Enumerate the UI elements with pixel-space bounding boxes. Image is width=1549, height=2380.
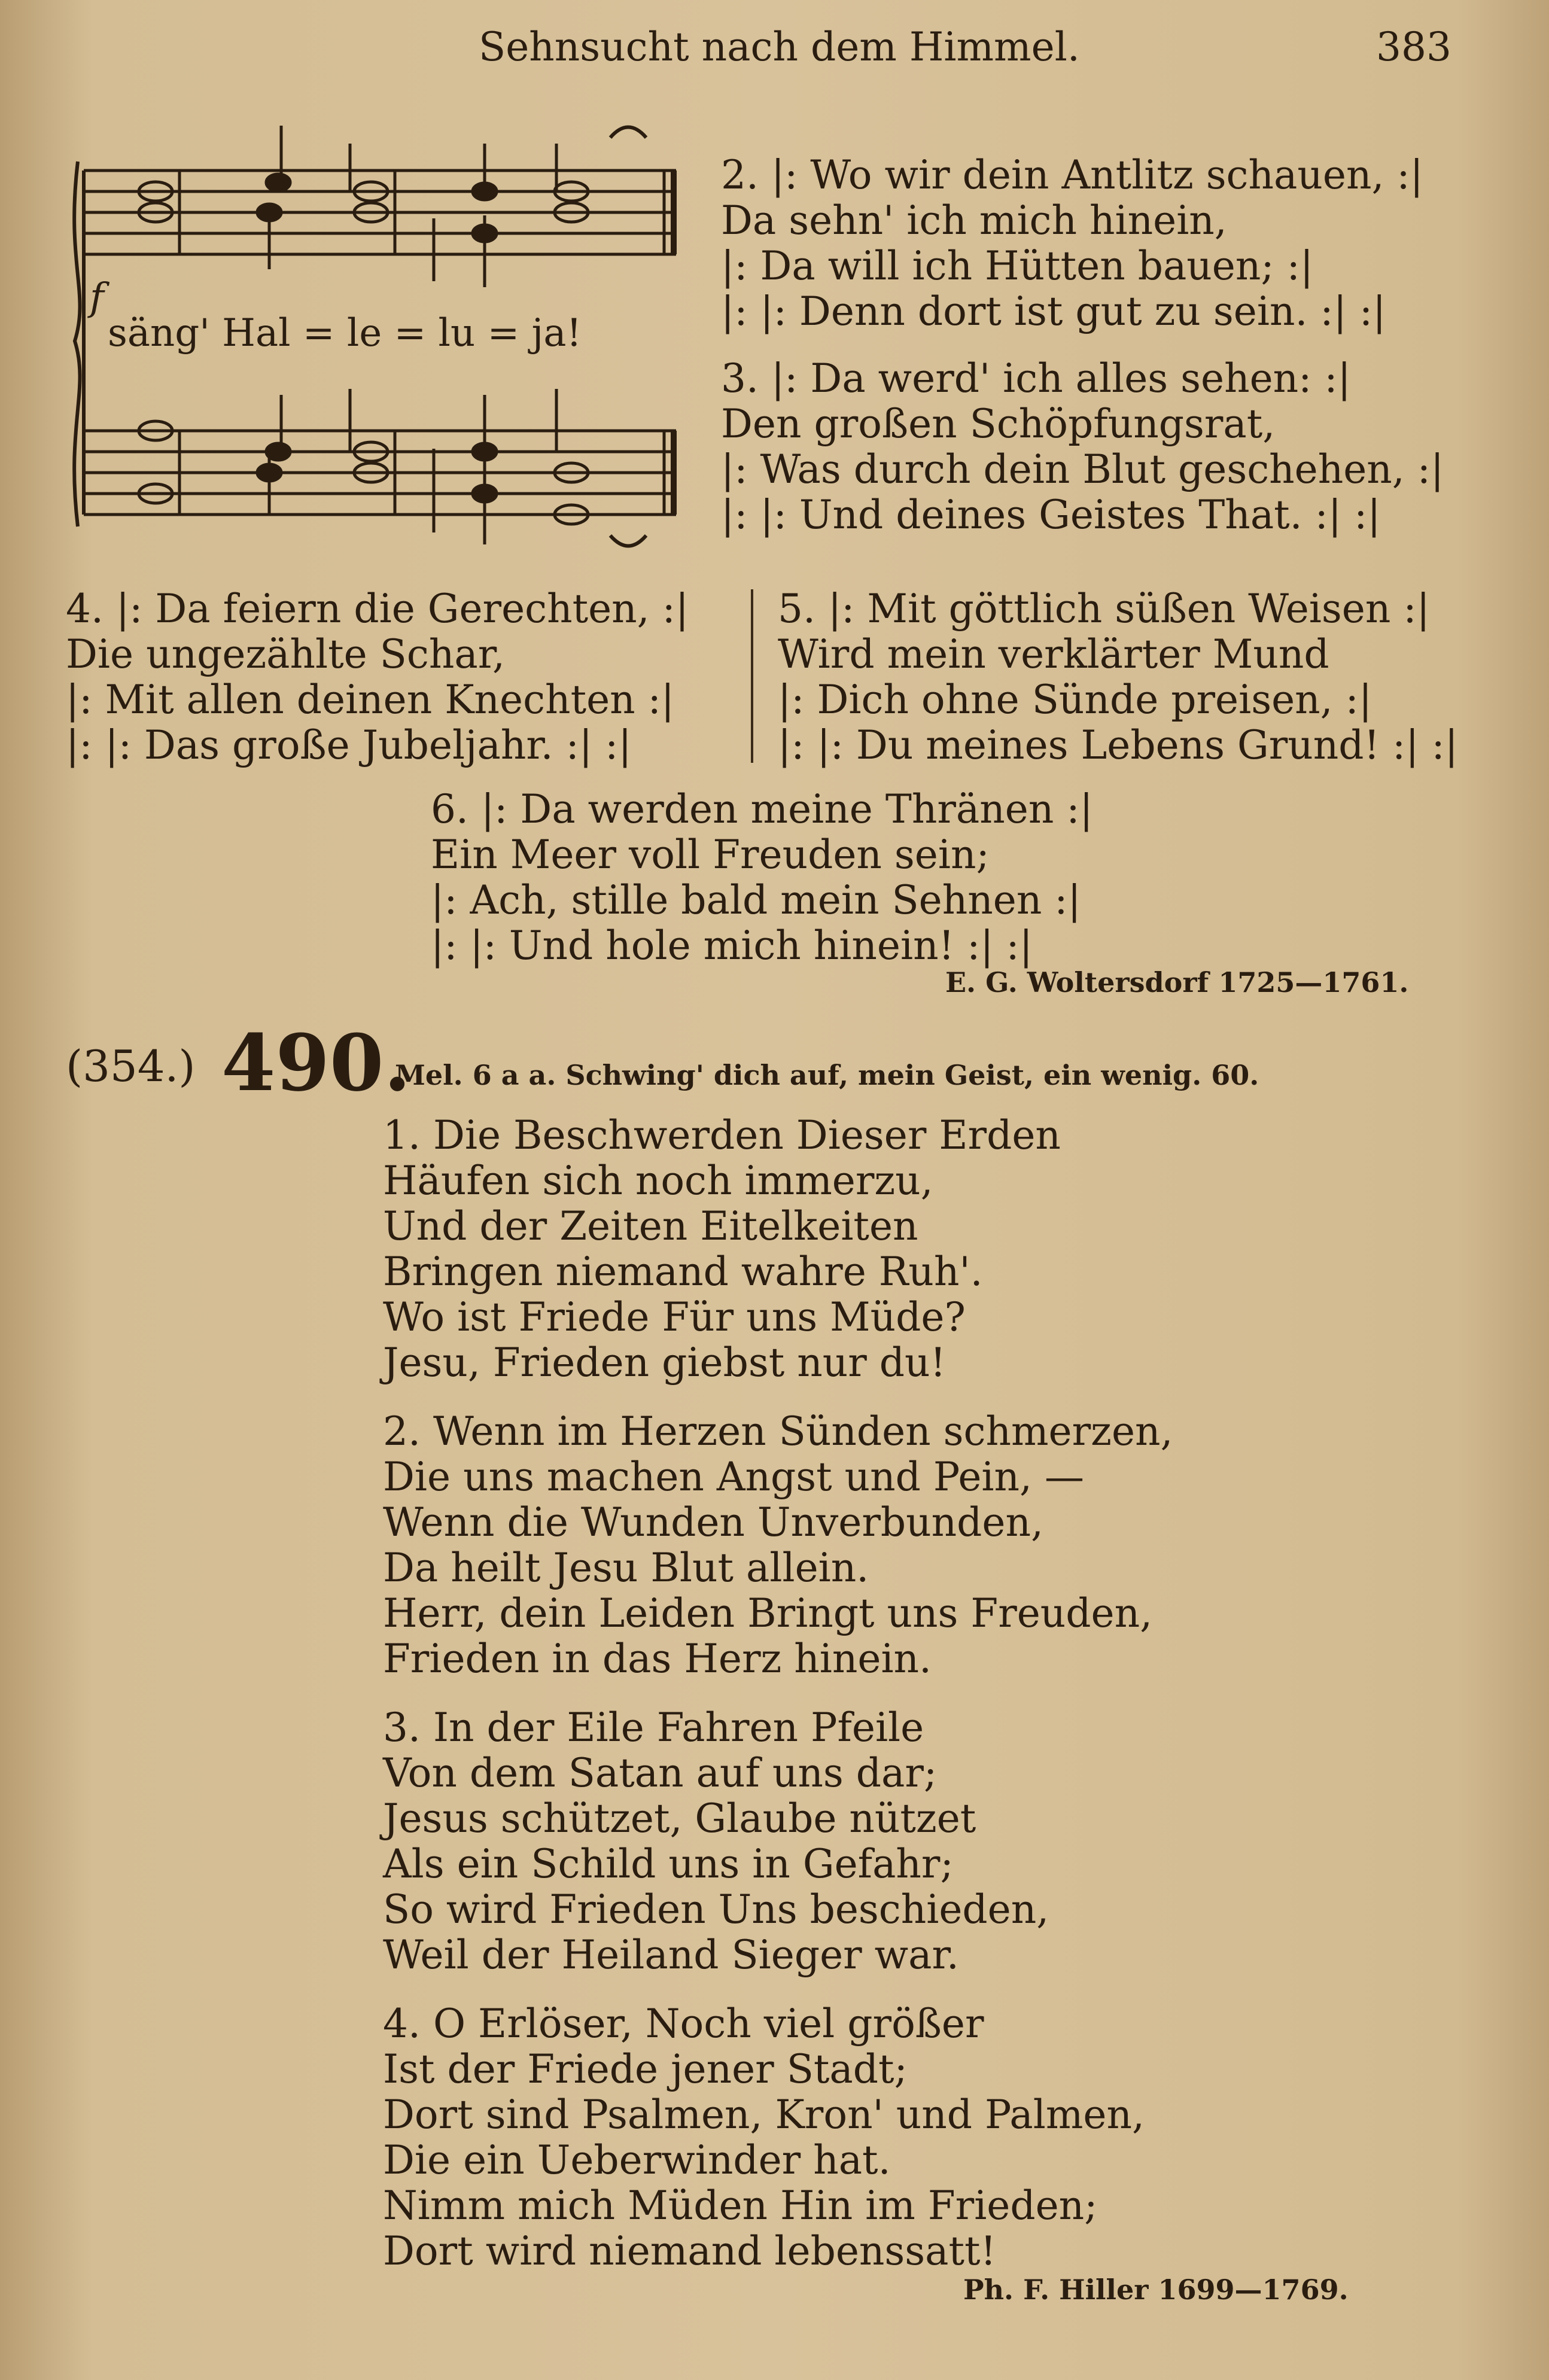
verse-line: Dort wird niemand lebenssatt! <box>383 2228 997 2274</box>
verse-6 <box>431 787 1093 969</box>
page-number: 383 <box>1376 24 1451 70</box>
page-header-title: Sehnsucht nach dem Himmel. <box>479 24 1080 70</box>
hymn-verse-2 <box>383 1409 1173 1682</box>
verse-line: 4. |: Da feiern die Gerechten, :| <box>66 586 689 632</box>
verse-line: Von dem Satan auf uns dar; <box>383 1750 938 1796</box>
verse-line: |: Ach, stille bald mein Sehnen :| <box>431 877 1081 923</box>
verse-line: Da sehn' ich mich hinein, <box>721 197 1227 244</box>
verse-line: 6. |: Da werden meine Thränen :| <box>431 786 1093 832</box>
verse-line: |: Da will ich Hütten bauen; :| <box>721 243 1314 289</box>
author-signature: E. G. Woltersdorf 1725—1761. <box>945 966 1409 999</box>
verse-4 <box>66 586 689 768</box>
verse-line: Wo ist Friede Für uns Müde? <box>383 1294 966 1340</box>
verse-line: Wenn die Wunden Unverbunden, <box>383 1499 1043 1545</box>
verse-line: Da heilt Jesu Blut allein. <box>383 1545 869 1591</box>
verse-line: Als ein Schild uns in Gefahr; <box>383 1841 954 1887</box>
hymn-number: 490. <box>221 1017 411 1109</box>
column-divider <box>751 589 753 763</box>
hymn-signature: Ph. F. Hiller 1699—1769. <box>963 2274 1349 2306</box>
dynamic-marking: f <box>90 275 104 319</box>
verse-line: So wird Frieden Uns beschieden, <box>383 1886 1049 1932</box>
verse-5 <box>778 586 1458 768</box>
verse-line: 3. |: Da werd' ich alles sehen: :| <box>721 355 1351 401</box>
verse-line: Jesus schützet, Glaube nützet <box>383 1795 976 1842</box>
verse-line: Weil der Heiland Sieger war. <box>383 1932 959 1978</box>
verse-line: |: Was durch dein Blut geschehen, :| <box>721 446 1444 492</box>
verse-line: 2. Wenn im Herzen Sünden schmerzen, <box>383 1408 1173 1454</box>
verse-line: 4. O Erlöser, Noch viel größer <box>383 2001 984 2047</box>
verse-line: |: |: Und deines Geistes That. :| :| <box>721 492 1381 538</box>
verse-line: 5. |: Mit göttlich süßen Weisen :| <box>778 586 1430 632</box>
notation-lyrics: säng' Hal = le = lu = ja! <box>108 311 582 355</box>
verse-line: Und der Zeiten Eitelkeiten <box>383 1203 918 1249</box>
verse-line: |: Dich ohne Sünde preisen, :| <box>778 677 1373 723</box>
verse-line: Jesu, Frieden giebst nur du! <box>383 1340 947 1386</box>
verse-line: 3. In der Eile Fahren Pfeile <box>383 1705 924 1751</box>
hymn-verse-3 <box>383 1705 1049 1978</box>
verse-line: |: |: Denn dort ist gut zu sein. :| :| <box>721 288 1386 334</box>
verse-line: Herr, dein Leiden Bringt uns Freuden, <box>383 1590 1153 1636</box>
verse-line: |: |: Das große Jubeljahr. :| :| <box>66 722 632 768</box>
verse-line: Wird mein verklärter Mund <box>778 631 1329 677</box>
verse-line: |: |: Und hole mich hinein! :| :| <box>431 923 1033 969</box>
verse-3 <box>721 356 1444 538</box>
verse-line: Die uns machen Angst und Pein, — <box>383 1454 1084 1500</box>
verse-line: Häufen sich noch immerzu, <box>383 1158 933 1204</box>
verse-line: Nimm mich Müden Hin im Frieden; <box>383 2183 1098 2229</box>
verse-line: Ein Meer voll Freuden sein; <box>431 832 990 878</box>
melody-reference: Mel. 6 a a. Schwing' dich auf, mein Geist, ein wenig. 60. <box>395 1059 1259 1091</box>
verse-2 <box>721 153 1423 334</box>
verse-line: Ist der Friede jener Stadt; <box>383 2046 908 2092</box>
verse-line: |: |: Du meines Lebens Grund! :| :| <box>778 722 1458 768</box>
hymn-reference: (354.) <box>66 1041 196 1091</box>
verse-line: |: Mit allen deinen Knechten :| <box>66 677 675 723</box>
verse-line: 2. |: Wo wir dein Antlitz schauen, :| <box>721 152 1423 198</box>
verse-line: Dort sind Psalmen, Kron' und Palmen, <box>383 2092 1145 2138</box>
hymn-verse-1 <box>383 1113 1061 1386</box>
hymn-verse-4 <box>383 2001 1145 2274</box>
verse-line: Die ungezählte Schar, <box>66 631 505 677</box>
music-notation <box>72 114 682 556</box>
verse-line: Frieden in das Herz hinein. <box>383 1636 932 1682</box>
verse-line: Die ein Ueberwinder hat. <box>383 2137 891 2183</box>
verse-line: Bringen niemand wahre Ruh'. <box>383 1249 983 1295</box>
verse-line: 1. Die Beschwerden Dieser Erden <box>383 1112 1061 1158</box>
verse-line: Den großen Schöpfungsrat, <box>721 401 1276 447</box>
